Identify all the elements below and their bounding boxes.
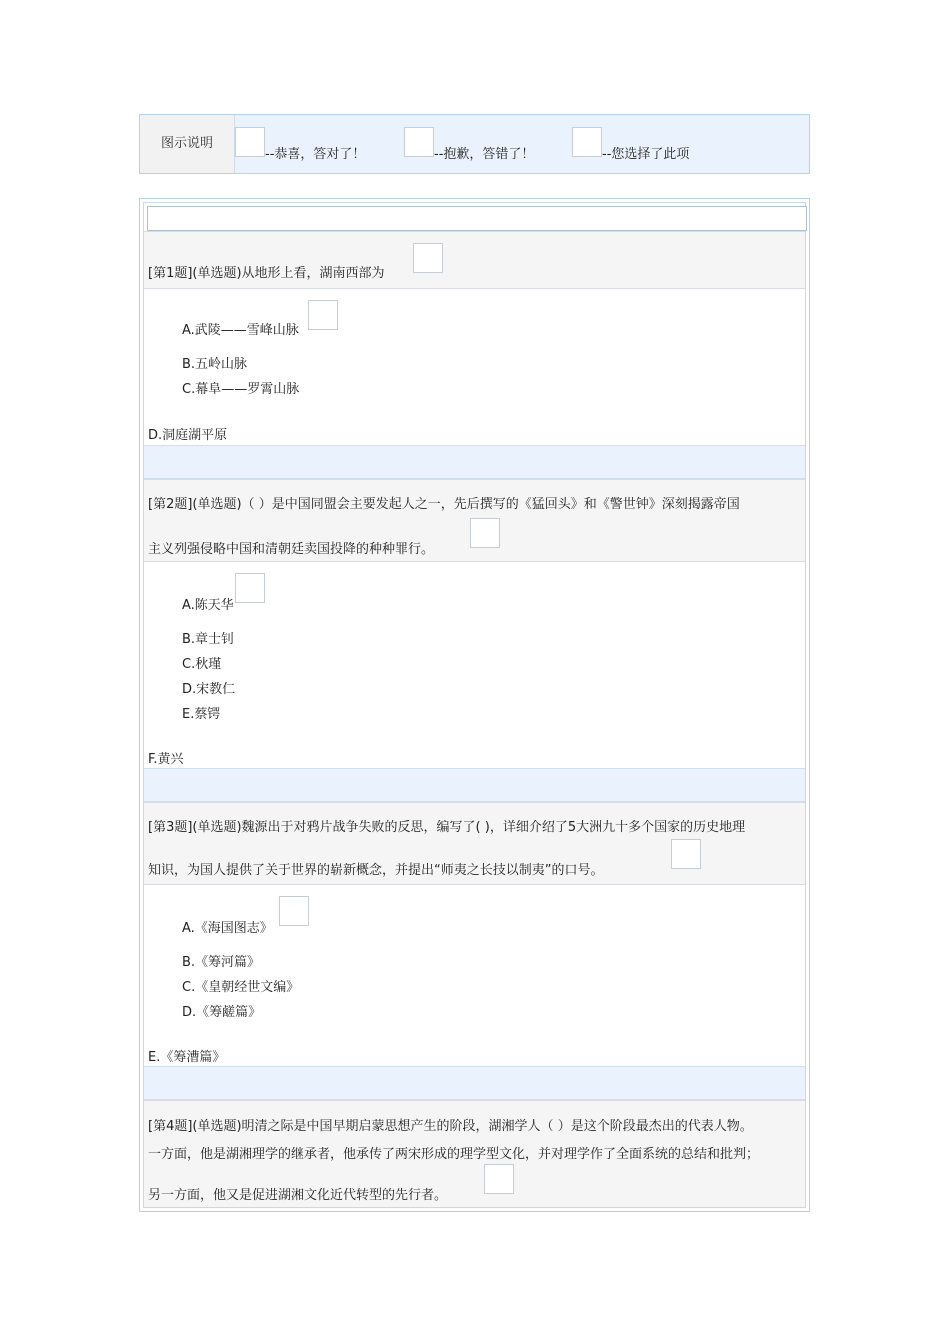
question-separator bbox=[144, 445, 805, 479]
question-3-text-line-2: 知识，为国人提供了关于世界的崭新概念，并提出“师夷之长技以制夷”的口号。 bbox=[148, 863, 604, 878]
question-3-result-icon bbox=[671, 839, 701, 869]
legend-wrong-text: --抱歉，答错了！ bbox=[434, 147, 535, 162]
question-3-text-line-1: [第3题](单选题)魏源出于对鸦片战争失败的反思，编写了( )，详细介绍了5大洲九十多个国家的历史地理 bbox=[148, 820, 746, 835]
question-2-text-line-1: [第2题](单选题)（ ）是中国同盟会主要发起人之一，先后撰写的《猛回头》和《警世钟》深刻揭露帝国 bbox=[148, 497, 740, 512]
question-3-option-b[interactable]: B.《筹河篇》 bbox=[182, 955, 261, 970]
option-a-mark-icon bbox=[308, 300, 338, 330]
question-4-header bbox=[144, 1100, 805, 1207]
question-2-result-icon bbox=[470, 518, 500, 548]
question-separator bbox=[144, 1066, 805, 1100]
question-2-option-a[interactable]: A.陈天华 bbox=[182, 598, 234, 613]
question-4-text-line-1: [第4题](单选题)明清之际是中国早期启蒙思想产生的阶段，湖湘学人（ ）是这个阶段最杰出的代表人物。 bbox=[148, 1119, 753, 1134]
question-1-option-d[interactable]: D.洞庭湖平原 bbox=[148, 428, 228, 443]
question-3-option-c[interactable]: C.《皇朝经世文编》 bbox=[182, 980, 300, 995]
question-panel bbox=[139, 198, 810, 1212]
option-a-mark-icon bbox=[235, 573, 265, 603]
question-1-options bbox=[144, 289, 805, 445]
legend-bar bbox=[139, 114, 810, 174]
question-panel-inner bbox=[143, 202, 806, 1208]
question-2-option-c[interactable]: C.秋瑾 bbox=[182, 657, 222, 672]
question-1-result-icon bbox=[413, 243, 443, 273]
question-4-text-line-2: 一方面，他是湖湘理学的继承者，他承传了两宋形成的理学型文化，并对理学作了全面系统的总结和批判； bbox=[148, 1147, 760, 1162]
question-4-text-line-3: 另一方面，他又是促进湖湘文化近代转型的先行者。 bbox=[148, 1188, 448, 1203]
question-4-result-icon bbox=[484, 1164, 514, 1194]
option-a-mark-icon bbox=[279, 896, 309, 926]
question-3-option-e[interactable]: E.《筹漕篇》 bbox=[148, 1050, 226, 1065]
legend-selected-text: --您选择了此项 bbox=[602, 147, 690, 162]
question-separator bbox=[144, 768, 805, 802]
question-2-option-b[interactable]: B.章士钊 bbox=[182, 632, 235, 647]
legend-correct-text: --恭喜，答对了！ bbox=[265, 147, 366, 162]
question-2-option-f[interactable]: F.黄兴 bbox=[148, 752, 184, 767]
top-bar bbox=[147, 206, 807, 231]
question-2-header bbox=[144, 479, 805, 562]
question-1-option-b[interactable]: B.五岭山脉 bbox=[182, 357, 248, 372]
question-1-header bbox=[144, 231, 805, 289]
question-2-option-e[interactable]: E.蔡锷 bbox=[182, 707, 221, 722]
question-1-option-a[interactable]: A.武陵——雪峰山脉 bbox=[182, 323, 299, 338]
question-3-option-d[interactable]: D.《筹鹾篇》 bbox=[182, 1005, 262, 1020]
question-3-header bbox=[144, 802, 805, 885]
selected-mark-icon bbox=[572, 127, 602, 157]
correct-mark-icon bbox=[235, 127, 265, 157]
wrong-mark-icon bbox=[404, 127, 434, 157]
question-3-option-a[interactable]: A.《海国图志》 bbox=[182, 921, 273, 936]
question-2-options bbox=[144, 562, 805, 768]
question-1-option-c[interactable]: C.幕阜——罗霄山脉 bbox=[182, 382, 300, 397]
question-2-option-d[interactable]: D.宋教仁 bbox=[182, 682, 236, 697]
question-1-text: [第1题](单选题)从地形上看，湖南西部为 bbox=[148, 266, 385, 281]
question-2-text-line-2: 主义列强侵略中国和清朝廷卖国投降的种种罪行。 bbox=[148, 542, 435, 557]
question-3-options bbox=[144, 885, 805, 1066]
legend-label: 图示说明 bbox=[140, 115, 235, 173]
